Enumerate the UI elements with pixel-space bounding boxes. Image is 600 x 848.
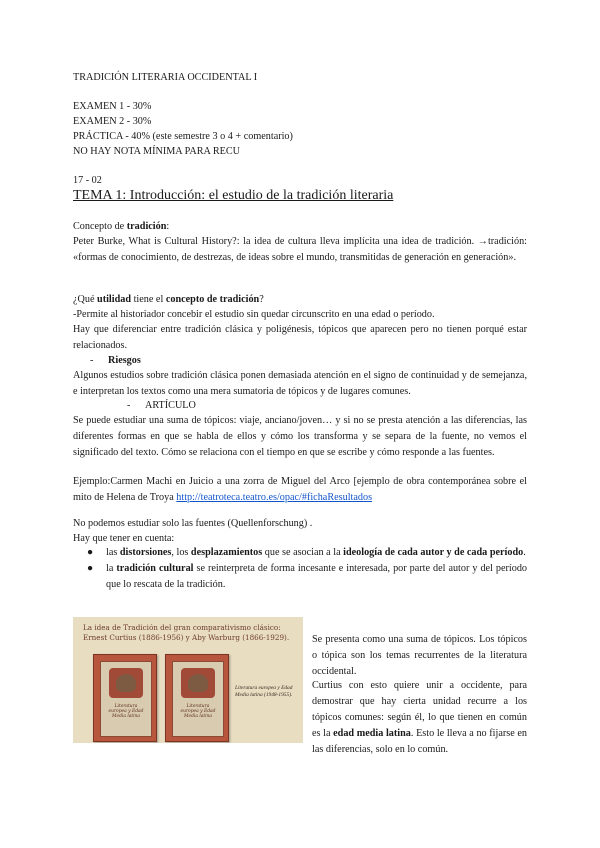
riesgos-heading: Riesgos <box>108 355 141 366</box>
curtius-paragraph-2: Curtius con esto quiere unir a occidente, para demostrar que hay cierta unidad recurre a los tópicos comunes: según él, lo que tienen en común es la edad media latina. Esto le lleva a no fijarse en las diferencias, solo en lo común. <box>312 680 528 755</box>
list-item: ● la tradición cultural se reinterpreta de forma incesante e interesada, por parte del autor y del período que lo rescata de la tradición. <box>87 563 528 590</box>
figure-caption: La idea de Tradición del gran comparativismo clásico: Ernest Curtius (1886-1956) y Aby Warburg (1866-1929). <box>83 623 290 642</box>
practica-weight: PRÁCTICA - 40% (este semestre 3 o 4 + comentario) <box>73 131 293 142</box>
concepto-label: Concepto de tradición: <box>73 221 170 232</box>
utilidad-question: ¿Qué utilidad tiene el concepto de tradición? <box>73 294 264 305</box>
list-item: ● las distorsiones, los desplazamientos que se asocian a la ideología de cada autor y de cada período. <box>73 545 527 561</box>
book-cover-right: Literatura europea y Edad Media latina <box>165 654 229 742</box>
articulo-text: Se puede estudiar una suma de tópicos: viaje, anciano/joven… y si no se presta atención a las diferencias, las diferentes formas en que se habla de ellos y cómo los transforma y se separa de la fuente, no vemos el significado del texto. Cómo se relaciona con el tiempo en que se escribe y cómo responde a las fuentes. <box>73 415 527 458</box>
figure-side-caption: Literatura europea y Edad Media latina (1948-1955). <box>235 685 293 698</box>
fuentes-bullet-list <box>73 545 527 593</box>
teatroteca-link[interactable]: http://teatroteca.teatro.es/opac/#fichaResultados <box>176 492 373 503</box>
riesgos-text: Algunos estudios sobre tradición clásica ponen demasiada atención en el signo de continuidad y de semejanza, e interpretan los textos como una mera sumatoria de tópicos y de lugares comunes. <box>73 370 527 397</box>
fuentes-line-2: Hay que tener en cuenta: <box>73 533 175 544</box>
book-cover-left: Literatura europea y Edad Media latina <box>93 654 157 742</box>
articulo-dash: - <box>127 400 131 411</box>
riesgos-dash: - <box>90 355 94 366</box>
bullet-icon: ● <box>87 547 94 558</box>
book-emblem-icon <box>109 668 143 698</box>
tema-title: TEMA 1: Introducción: el estudio de la tradición literaria <box>73 188 394 203</box>
fuentes-line-1: No podemos estudiar solo las fuentes (Quellenforschung) . <box>73 518 313 529</box>
date-heading: 17 - 02 <box>73 175 102 186</box>
concepto-text: Peter Burke, What is Cultural History?: la idea de cultura lleva implícita una idea de tradición. →tradición: «formas de conocimiento, de destrezas, de ideas sobre el mundo, transmitidas de generación en generación». <box>73 236 527 263</box>
articulo-heading: ARTÍCULO <box>145 400 196 411</box>
bullet-icon: ● <box>87 563 94 574</box>
utilidad-line-1: -Permite al historiador concebir el estudio sin quedar circunscrito en una edad o período. <box>73 309 435 320</box>
exam-2-weight: EXAMEN 2 - 30% <box>73 116 152 127</box>
book-emblem-icon <box>181 668 215 698</box>
curtius-paragraph-1: Se presenta como una suma de tópicos. Los tópicos o tópica son los temas recurrentes de la literatura occidental. <box>312 634 527 677</box>
utilidad-line-2: Hay que diferenciar entre tradición clásica y poligénesis, tópicos que aparecen pero no tienen porqué estar relacionados. <box>73 324 527 351</box>
articulo-example: Ejemplo:Carmen Machi en Juicio a una zorra de Miguel del Arco [ejemplo de obra contemporánea sobre el mito de Helena de Troya http://teatroteca.teatro.es/opac/#fichaResultados <box>73 476 527 503</box>
no-minimum-note: NO HAY NOTA MÍNIMA PARA RECU <box>73 146 241 157</box>
curtius-warburg-figure <box>73 617 303 743</box>
exam-1-weight: EXAMEN 1 - 30% <box>73 101 152 112</box>
course-title: TRADICIÓN LITERARIA OCCIDENTAL I <box>73 72 258 83</box>
